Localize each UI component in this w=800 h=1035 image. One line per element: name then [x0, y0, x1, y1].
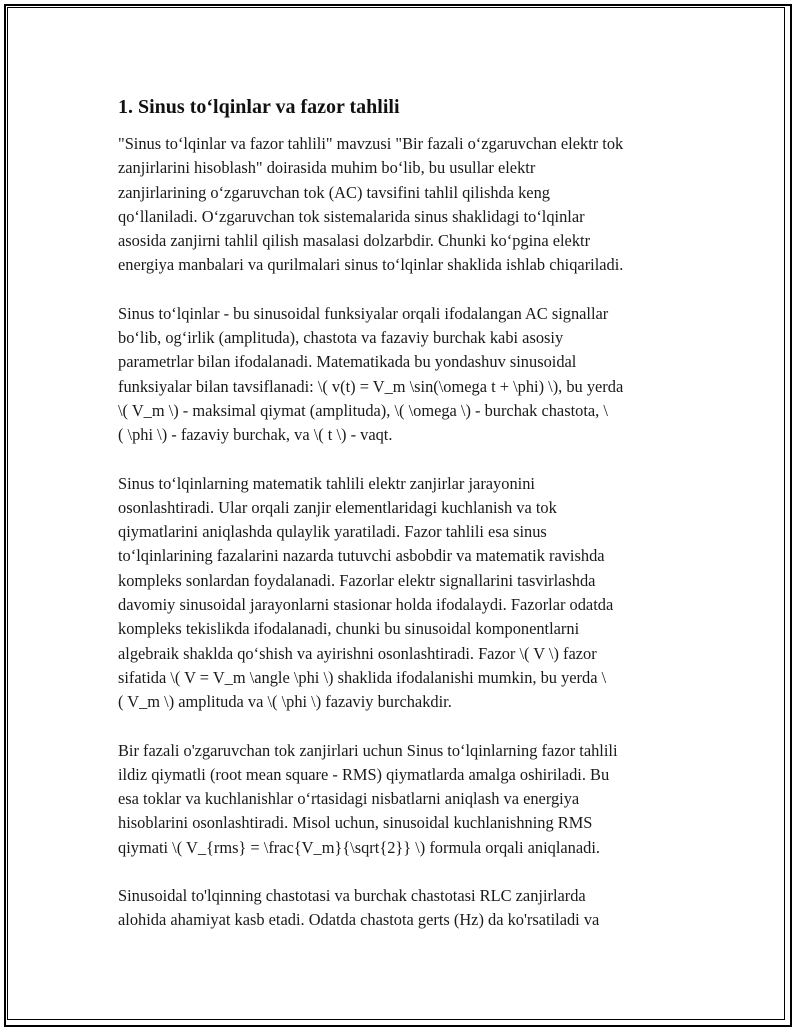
paragraph-sine-waves: Sinus to‘lqinlar - bu sinusoidal funksiyalar orqali ifodalangan AC signallar bo‘lib, og‘irlik (amplituda), chastota va fazaviy burchak kabi asosiy parametrlar bilan ifodalanadi. Matematikada bu yondashuv sinusoidal funksiyalar bilan tavsiflanadi: \( v(t) = V_m \sin(\omega t + \phi) \), bu yerda \( V_m \) - maksimal qiymat (amplituda), \( \omega \) - burchak chastota, \ ( \phi \) - fazaviy burchak, va \( t \) - vaqt.: [118, 303, 624, 445]
paragraph-phasor-analysis: Sinus to‘lqinlarning matematik tahlili elektr zanjirlar jarayonini osonlashtiradi. Ular orqali zanjir elementlaridagi kuchlanish va tok qiymatlarini aniqlashda qulaylik yaratiladi. Fazor tahlili esa sinus to‘lqinlarining fazalarini nazarda tutuvchi asbobdir va matematik ravishda kompleks sonlardan foydalanadi. Fazorlar elektr signallarini tasvirlashda davomiy sinusoidal jarayonlarni stasionar holda ifodalaydi. Fazorlar odatda kompleks tekislikda ifodalanadi, chunki bu sinusoidal komponentlarni algebraik shaklda qo‘shish va ayirishni osonlashtiradi. Fazor \( V \) fazor sifatida \( V = V_m \angle \phi \) shaklida ifodalanishi mumkin, bu yerda \ ( V_m \) amplituda va \( \phi \) fazaviy burchakdir.: [118, 473, 614, 712]
paragraph-rms: Bir fazali o'zgaruvchan tok zanjirlari uchun Sinus to‘lqinlarning fazor tahlili ildiz qiymatli (root mean square - RMS) qiymatlarda amalga oshiriladi. Bu esa toklar va kuchlanishlar o‘rtasidagi nisbatlarni aniqlash va energiya hisoblarini osonlashtiradi. Misol uchun, sinusoidal kuchlanishning RMS qiymati \( V_{rms} = \frac{V_m}{\sqrt{2}} \) formula orqali aniqlanadi.: [118, 740, 618, 857]
document-body: [118, 94, 688, 957]
paragraph-frequency: Sinusoidal to'lqinning chastotasi va burchak chastotasi RLC zanjirlarda alohida ahamiyat kasb etadi. Odatda chastota gerts (Hz) da ko'rsatiladi va: [118, 886, 600, 930]
paragraph-intro: "Sinus to‘lqinlar va fazor tahlili" mavzusi "Bir fazali o‘zgaruvchan elektr tok zanjirlarini hisoblash" doirasida muhim bo‘lib, bu usullar elektr zanjirlarining o‘zgaruvchan tok (AC) tavsifini tahlil qilishda keng qo‘llaniladi. O‘zgaruvchan tok sistemalarida sinus shaklidagi to‘lqinlar asosida zanjirni tahlil qilish masalasi dolzarbdir. Chunki ko‘pgina elektr energiya manbalari va qurilmalari sinus to‘lqinlar shaklida ishlab chiqariladi.: [118, 134, 624, 275]
section-heading: 1. Sinus to‘lqinlar va fazor tahlili: [118, 96, 400, 118]
